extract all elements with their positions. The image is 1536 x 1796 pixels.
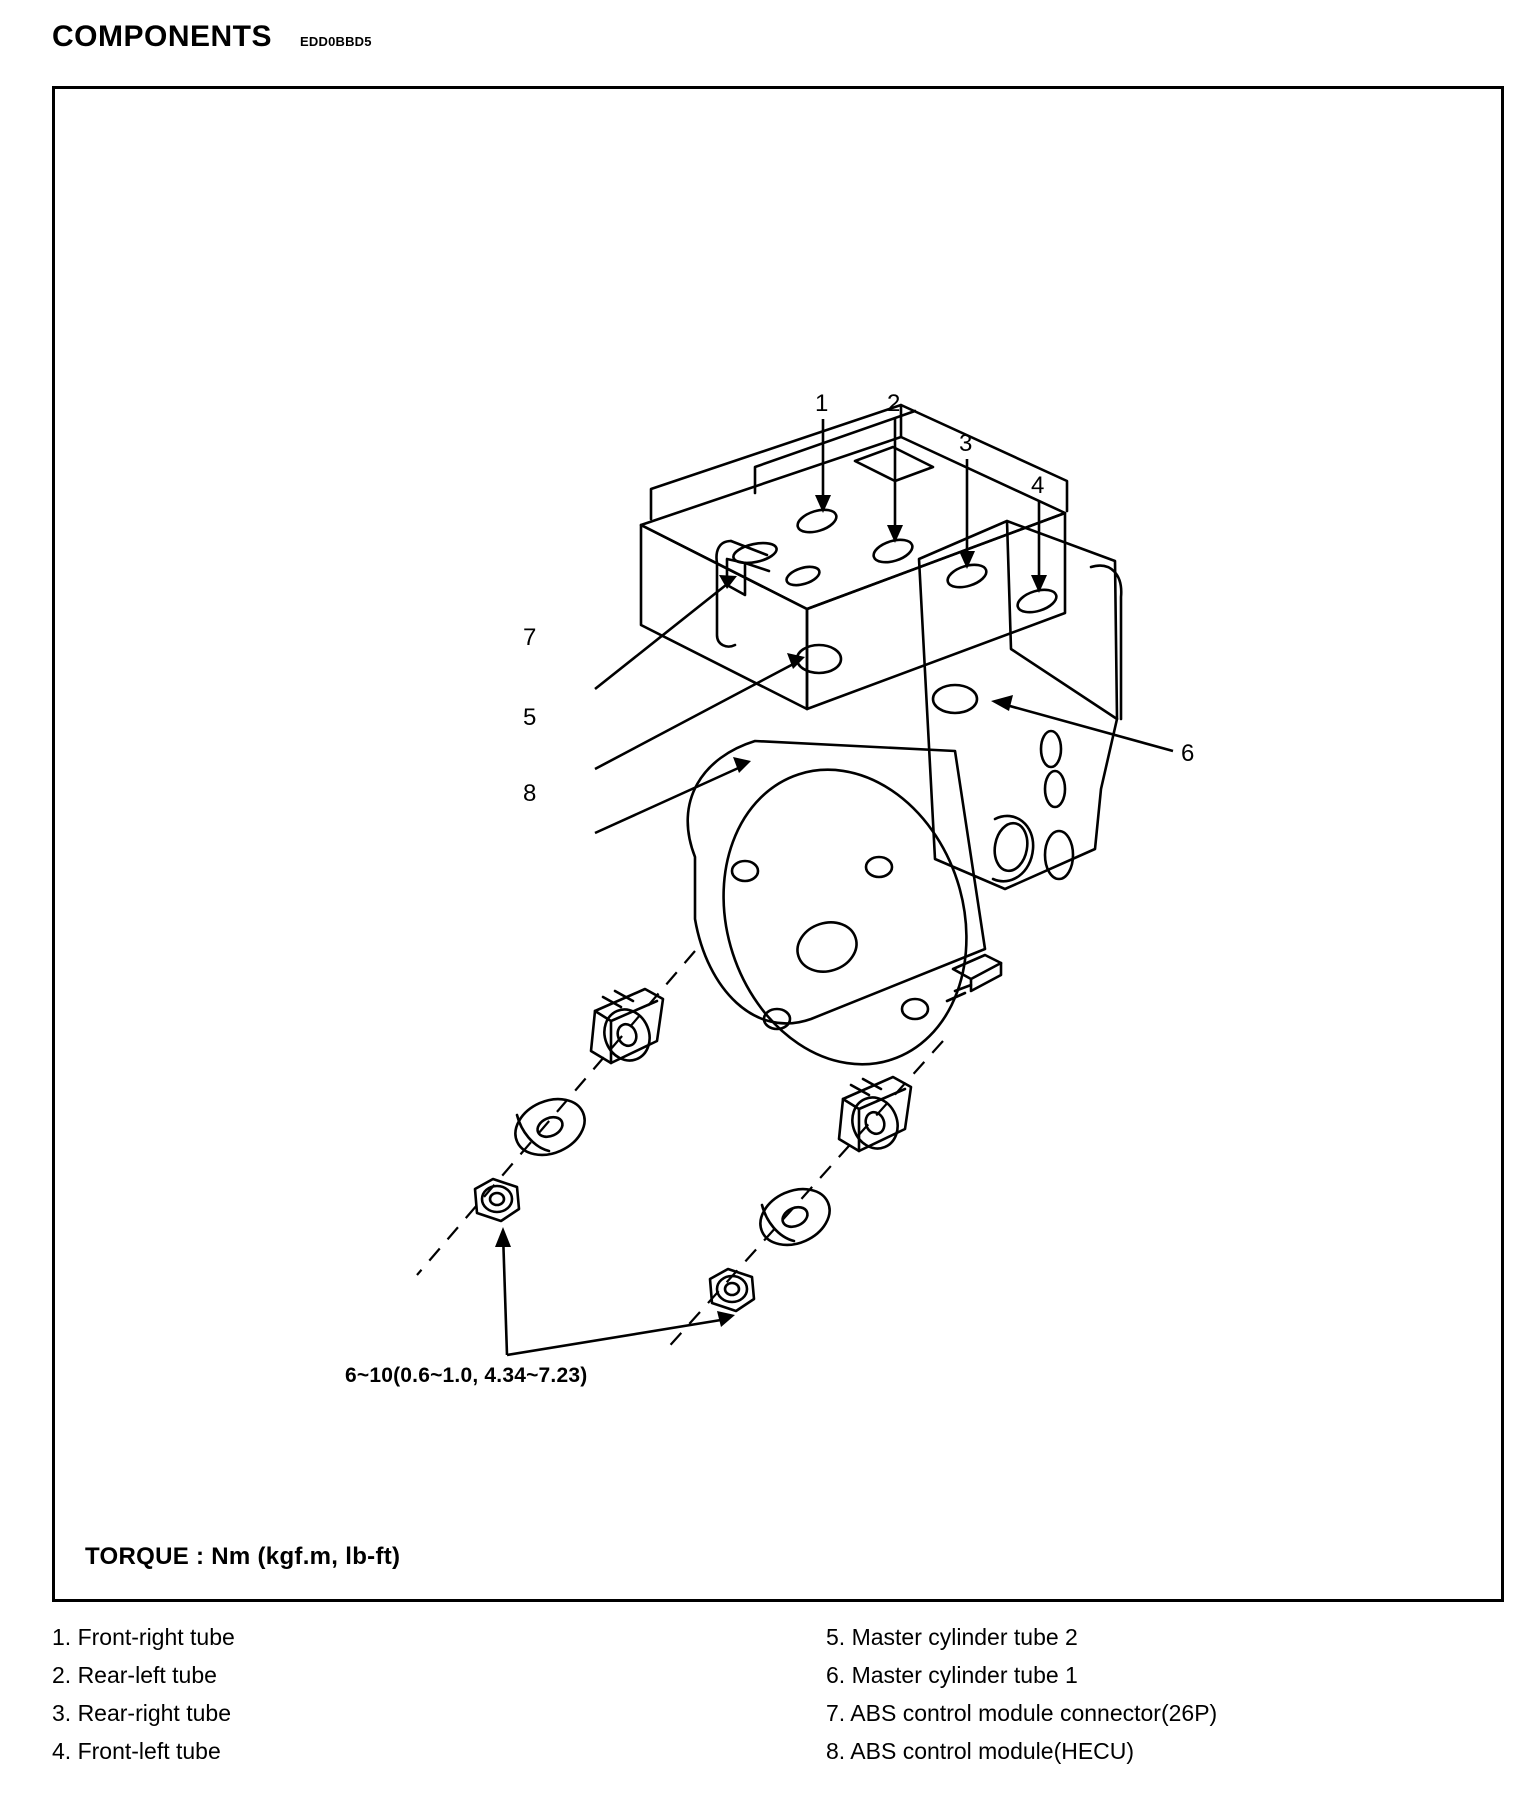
motor-center-boss	[791, 915, 863, 979]
assembly-axis-lines	[417, 951, 943, 1351]
legend-item: 6. Master cylinder tube 1	[826, 1662, 1078, 1688]
callout-2: 2	[887, 390, 901, 417]
legend-item: 1. Front-right tube	[52, 1624, 235, 1650]
legend-item: 8. ABS control module(HECU)	[826, 1738, 1135, 1764]
callout-1: 1	[815, 390, 829, 417]
valve-block-left-face	[641, 525, 807, 709]
washer-right	[752, 1179, 839, 1256]
legend-item: 5. Master cylinder tube 2	[826, 1624, 1078, 1650]
callout-4: 4	[1031, 472, 1045, 499]
abs-hecu-exploded-diagram	[55, 89, 1507, 1605]
legend-column-left	[52, 1618, 778, 1770]
port-6-master-cylinder-tube-1	[933, 685, 977, 713]
pump-motor-body	[688, 741, 985, 1023]
assembly-axis-right	[665, 1041, 943, 1351]
page-title: COMPONENTS	[52, 20, 273, 53]
parts-legend	[52, 1618, 1504, 1770]
legend-item: 2. Rear-left tube	[52, 1662, 217, 1688]
component-diagram-frame	[52, 86, 1504, 1602]
assembly-axis-left	[417, 951, 695, 1275]
legend-item: 7. ABS control module connector(26P)	[826, 1700, 1218, 1726]
page-header	[52, 20, 372, 54]
torque-spec-value: 6~10(0.6~1.0, 4.34~7.23)	[345, 1364, 588, 1387]
callout-6: 6	[1181, 740, 1195, 767]
legend-column-right	[778, 1618, 1504, 1770]
washer-left	[507, 1089, 594, 1166]
port-2-rear-left-tube	[871, 536, 915, 567]
motor-end-face	[686, 738, 1003, 1096]
port-5-master-cylinder-tube-2	[797, 645, 841, 673]
legend-item: 4. Front-left tube	[52, 1738, 221, 1764]
nut-left	[475, 1179, 519, 1221]
legend-item: 3. Rear-right tube	[52, 1700, 231, 1726]
callout-5: 5	[523, 704, 537, 731]
torque-units-label: TORQUE : Nm (kgf.m, lb-ft)	[85, 1543, 401, 1570]
callout-3: 3	[959, 430, 973, 457]
callout-leaders	[495, 419, 1173, 1355]
callout-7: 7	[523, 624, 537, 651]
port-1-front-right-tube	[795, 506, 839, 537]
document-code: EDD0BBD5	[300, 34, 372, 49]
port-4-front-left-tube	[1015, 586, 1059, 617]
callout-8: 8	[523, 780, 537, 807]
